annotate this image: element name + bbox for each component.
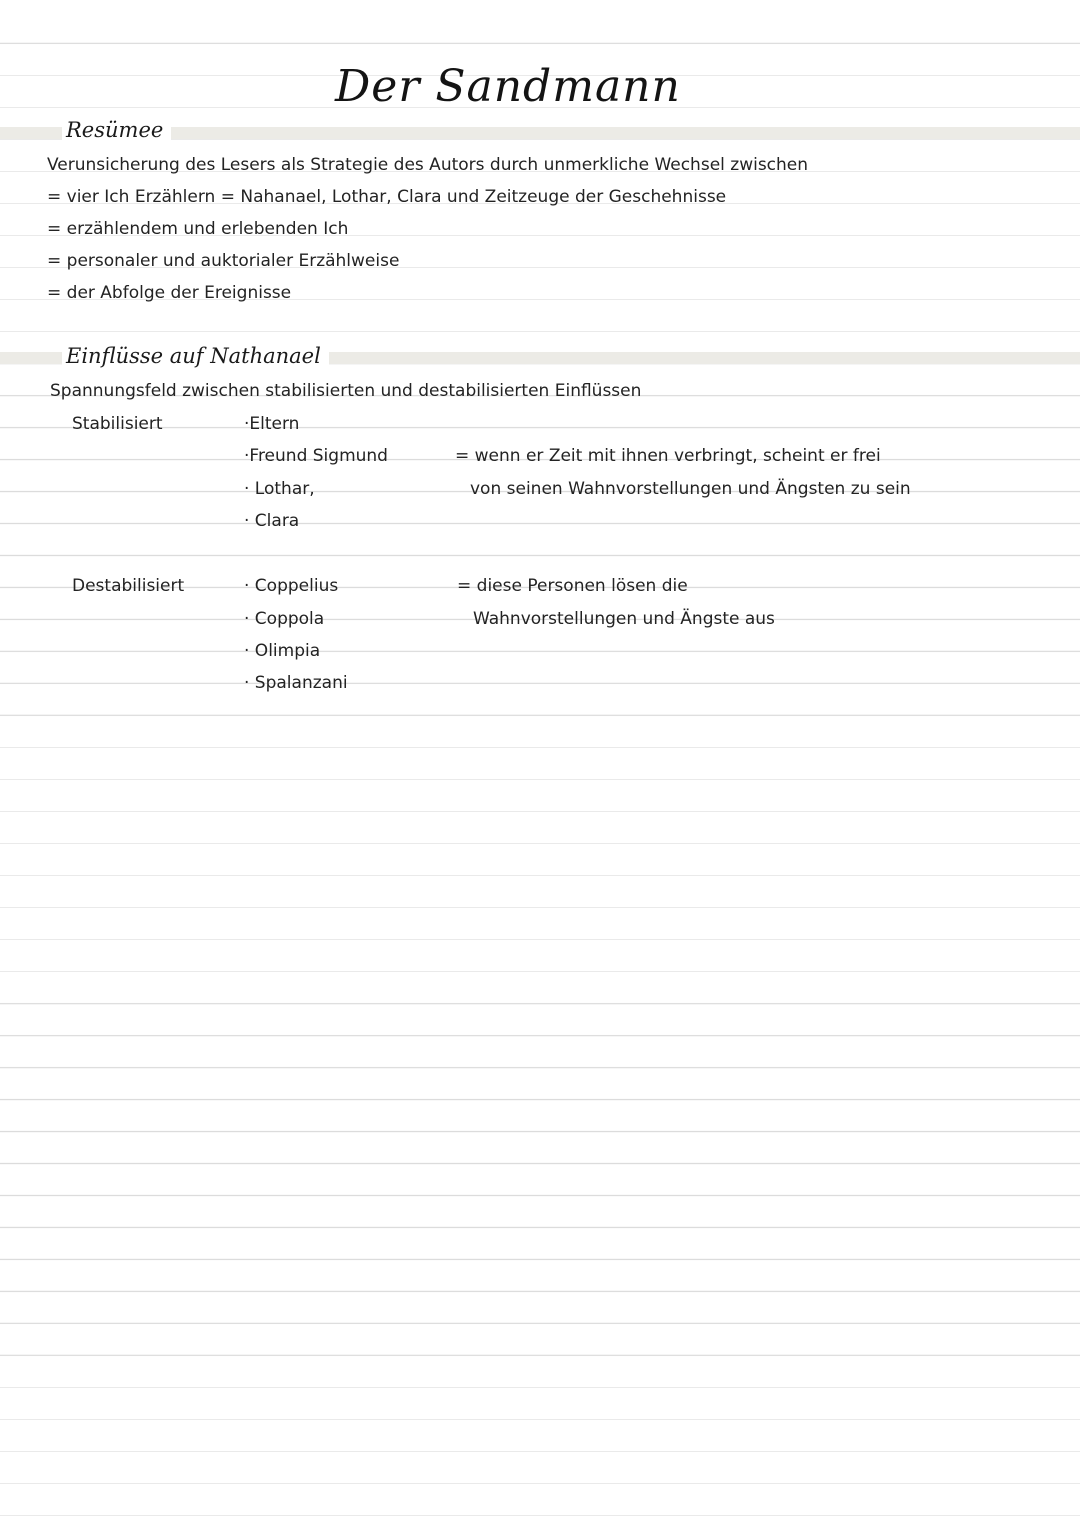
destabilisiert-label: Destabilisiert: [72, 576, 185, 596]
destabilisiert-item: · Coppola: [244, 609, 325, 629]
stabilisiert-item: · Clara: [244, 511, 300, 531]
stabilisiert-note: = wenn er Zeit mit ihnen verbringt, scheint er frei: [455, 446, 881, 466]
resumee-line: = der Abfolge der Ereignisse: [47, 283, 292, 303]
section-heading-resumee: Resümee: [62, 116, 171, 144]
destabilisiert-item: · Olimpia: [244, 641, 321, 661]
section-heading-einfluesse: Einflüsse auf Nathanael: [62, 342, 329, 370]
destabilisiert-note: = diese Personen lösen die: [457, 576, 688, 596]
resumee-line: = erzählendem und erlebenden Ich: [47, 219, 349, 239]
destabilisiert-item: · Coppelius: [244, 576, 339, 596]
stabilisiert-item: · Lothar,: [244, 479, 315, 499]
destabilisiert-item: · Spalanzani: [244, 673, 348, 693]
stabilisiert-note: von seinen Wahnvorstellungen und Ängsten zu sein: [470, 479, 911, 499]
page-title: Der Sandmann: [335, 61, 681, 112]
einfluesse-intro: Spannungsfeld zwischen stabilisierten und destabilisierten Einflüssen: [50, 381, 642, 401]
stabilisiert-item: ·Eltern: [244, 414, 300, 434]
resumee-line: = personaler und auktorialer Erzählweise: [47, 251, 400, 271]
resumee-line: = vier Ich Erzählern = Nahanael, Lothar, Clara und Zeitzeuge der Geschehnisse: [47, 187, 727, 207]
stabilisiert-label: Stabilisiert: [72, 414, 163, 434]
destabilisiert-note: Wahnvorstellungen und Ängste aus: [473, 609, 775, 629]
resumee-line: Verunsicherung des Lesers als Strategie des Autors durch unmerkliche Wechsel zwischen: [47, 155, 809, 175]
stabilisiert-item: ·Freund Sigmund: [244, 446, 388, 466]
